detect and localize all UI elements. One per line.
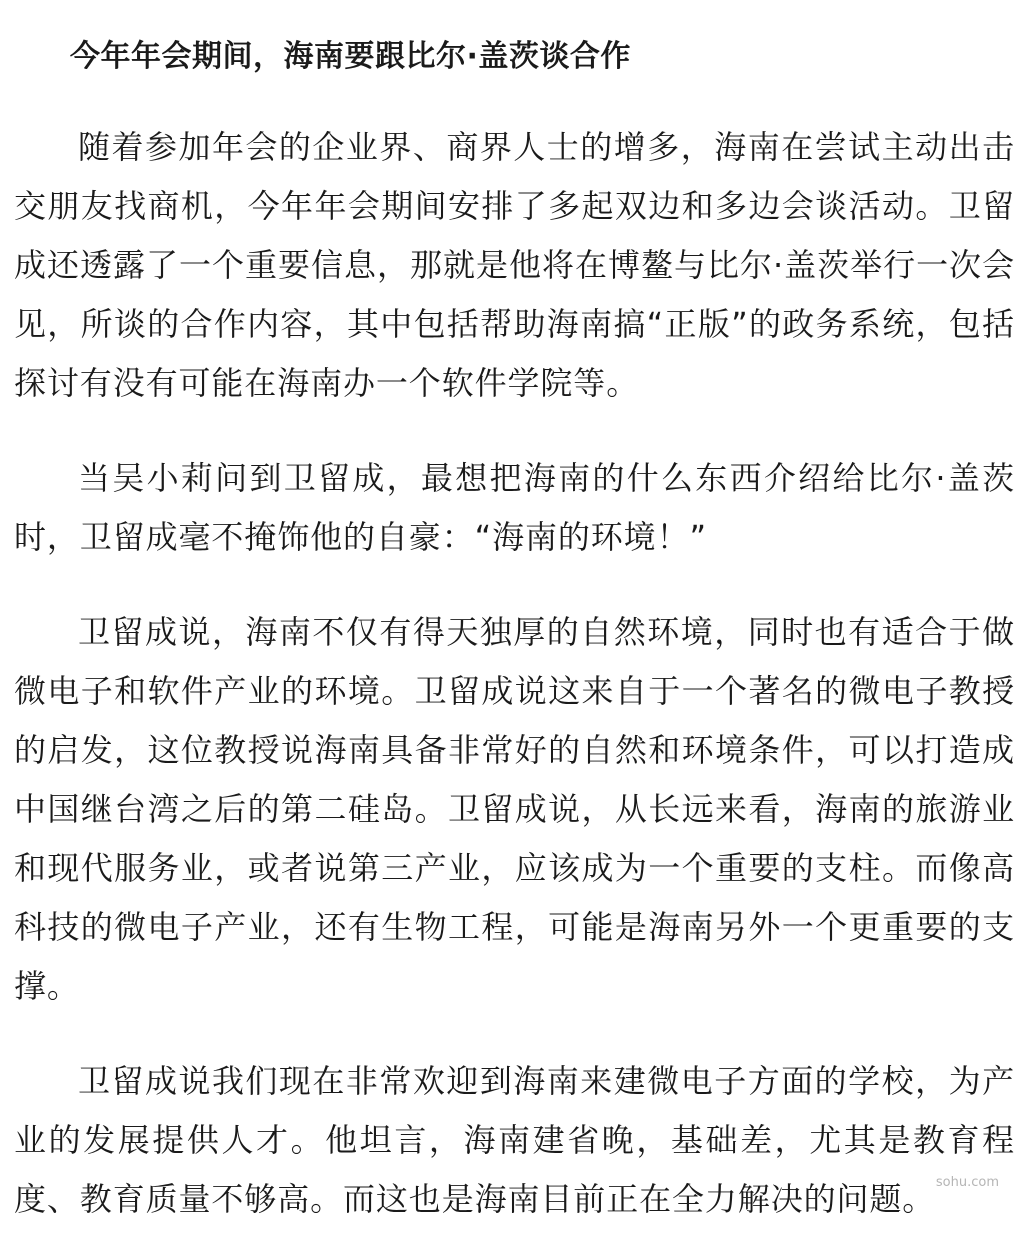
- watermark: sohu.com: [935, 1175, 999, 1190]
- article-paragraph-1: 随着参加年会的企业界、商界人士的增多，海南在尝试主动出击交朋友找商机，今年年会期间安排了多起双边和多边会谈活动。卫留成还透露了一个重要信息，那就是他将在博鳌与比尔·盖茨举行一次会见，所谈的合作内容，其中包括帮助海南搞“正版”的政务系统，包括探讨有没有可能在海南办一个软件学院等。: [14, 128, 1015, 402]
- article-paragraph-4: 卫留成说我们现在非常欢迎到海南来建微电子方面的学校，为产业的发展提供人才。他坦言，海南建省晚，基础差，尤其是教育程度、教育质量不够高。而这也是海南目前正在全力解决的问题。: [14, 1062, 1015, 1218]
- article-title: 今年年会期间，海南要跟比尔·盖茨谈合作: [70, 39, 631, 74]
- article-paragraph-3: 卫留成说，海南不仅有得天独厚的自然环境，同时也有适合于做微电子和软件产业的环境。卫留成说这来自于一个著名的微电子教授的启发，这位教授说海南具备非常好的自然和环境条件，可以打造成中国继台湾之后的第二硅岛。卫留成说，从长远来看，海南的旅游业和现代服务业，或者说第三产业，应该成为一个重要的支柱。而像高科技的微电子产业，还有生物工程，可能是海南另外一个更重要的支撑。: [14, 613, 1015, 1005]
- article-paragraph-2: 当吴小莉问到卫留成，最想把海南的什么东西介绍给比尔·盖茨时，卫留成毫不掩饰他的自豪：“海南的环境！”: [14, 459, 1015, 556]
